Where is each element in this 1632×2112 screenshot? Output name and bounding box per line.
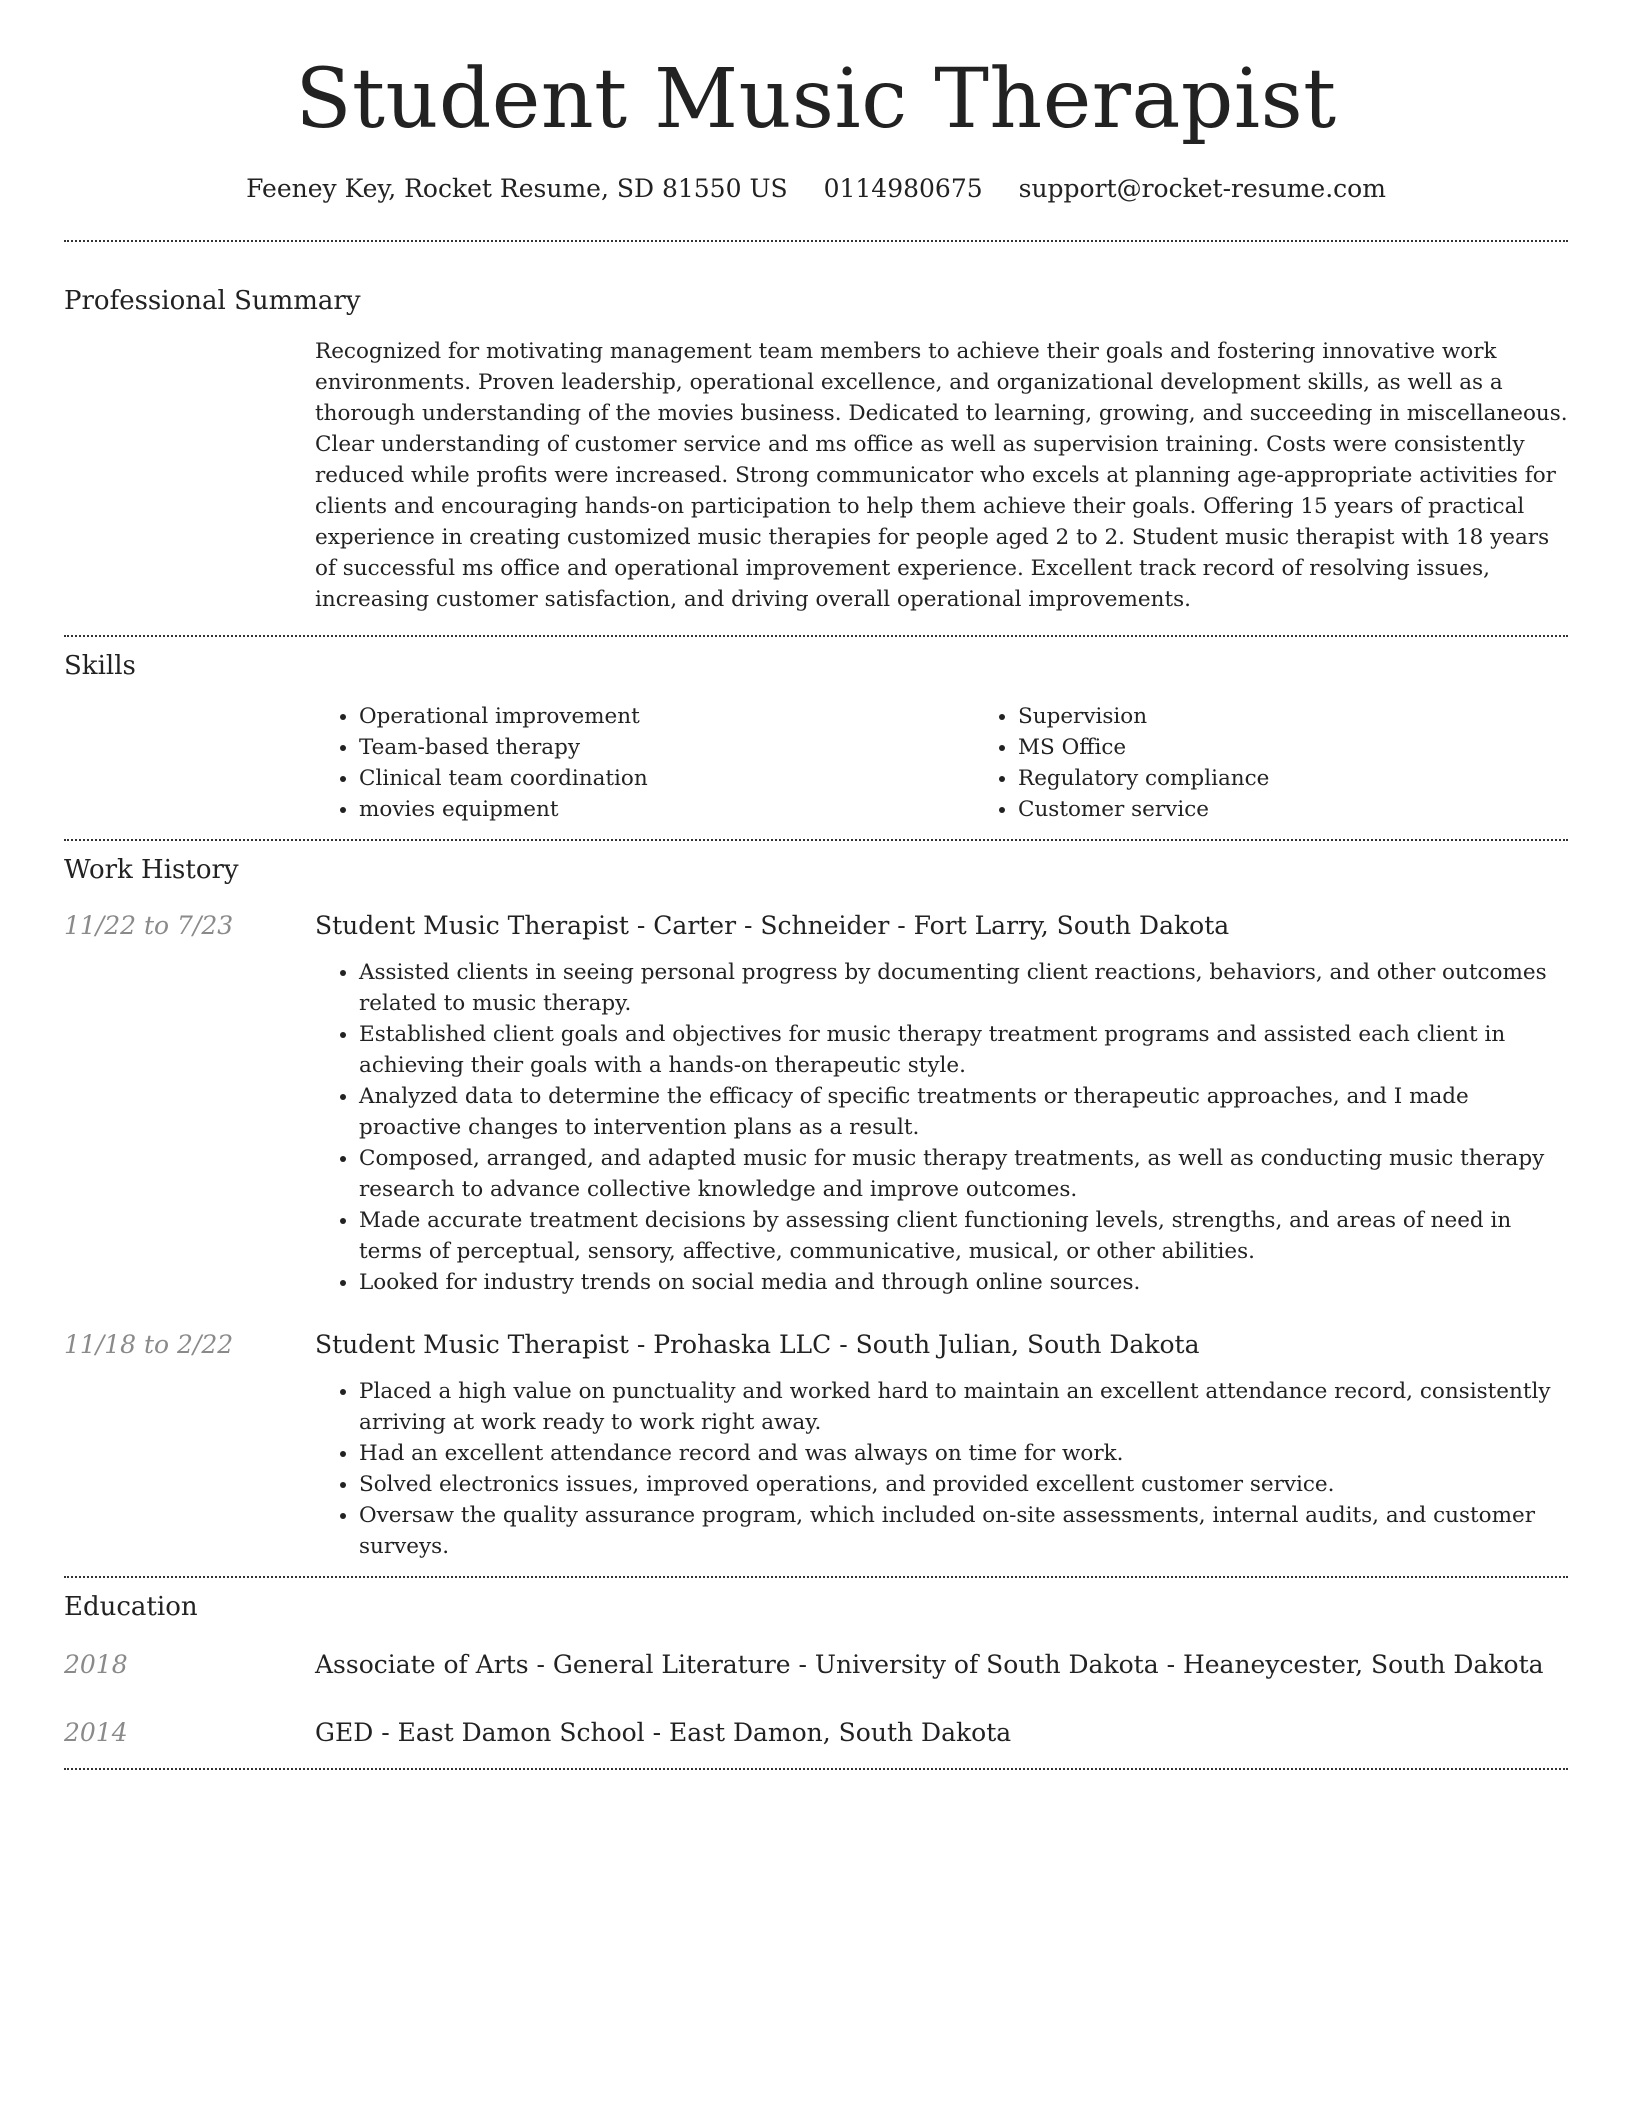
section-title-skills: Skills	[64, 651, 136, 681]
job-bullet: • Established client goals and objectives for music therapy treatment programs and assisted each client in achieving their goals with a hands-on therapeutic style.	[359, 1019, 1568, 1081]
job-entry	[64, 909, 1568, 1298]
email: support@rocket-resume.com	[1018, 174, 1386, 203]
job-bullet: • Assisted clients in seeing personal progress by documenting client reactions, behaviors, and other outcomes related to music therapy.	[359, 957, 1568, 1019]
job-bullet: • Looked for industry trends on social media and through online sources.	[359, 1267, 1568, 1298]
skills-list-left	[315, 701, 974, 825]
phone: 0114980675	[823, 174, 983, 203]
job-title: Student Music Therapist - Carter - Schneider - Fort Larry, South Dakota	[315, 911, 1230, 940]
skill-item: • Customer service	[1018, 794, 1632, 825]
skill-item: • movies equipment	[359, 794, 974, 825]
candidate-name: Student Music Therapist	[295, 52, 1337, 147]
job-bullet: • Composed, arranged, and adapted music for music therapy treatments, as well as conducting music therapy research to advance collective knowledge and improve outcomes.	[359, 1143, 1568, 1205]
job-bullet: • Had an excellent attendance record and was always on time for work.	[359, 1438, 1568, 1469]
section-title-work: Work History	[64, 855, 239, 885]
job-bullet: • Oversaw the quality assurance program, which included on-site assessments, internal audits, and customer surveys.	[359, 1500, 1568, 1562]
job-dates: 11/18 to 2/22	[64, 1330, 234, 1359]
education-detail: Associate of Arts - General Literature - University of South Dakota - Heaneycester, South Dakota	[315, 1650, 1544, 1679]
job-dates: 11/22 to 7/23	[64, 911, 234, 940]
education-detail: GED - East Damon School - East Damon, South Dakota	[315, 1718, 1012, 1747]
summary-section	[64, 242, 1568, 635]
skill-item: • Regulatory compliance	[1018, 763, 1632, 794]
address: Feeney Key, Rocket Resume, SD 81550 US	[246, 174, 788, 203]
job-entry	[64, 1328, 1568, 1562]
education-year: 2014	[64, 1718, 128, 1747]
skills-columns	[315, 701, 1632, 825]
job-bullets	[315, 957, 1568, 1298]
job-bullet: • Solved electronics issues, improved operations, and provided excellent customer service.	[359, 1469, 1568, 1500]
education-year: 2018	[64, 1650, 128, 1679]
job-bullet: • Placed a high value on punctuality and worked hard to maintain an excellent attendance record, consistently arriving at work ready to work right away.	[359, 1376, 1568, 1438]
skill-item: • Supervision	[1018, 701, 1632, 732]
skill-item: • Operational improvement	[359, 701, 974, 732]
skill-item: • Clinical team coordination	[359, 763, 974, 794]
job-bullets	[315, 1376, 1568, 1562]
skill-item: • MS Office	[1018, 732, 1632, 763]
education-entry	[64, 1716, 1568, 1750]
section-title-education: Education	[64, 1592, 198, 1622]
skills-section	[64, 637, 1568, 839]
contact-line	[64, 172, 1568, 206]
section-title-summary: Professional Summary	[64, 286, 361, 316]
job-bullet: • Analyzed data to determine the efficacy of specific treatments or therapeutic approaches, and I made proactive changes to intervention plans as a result.	[359, 1081, 1568, 1143]
education-entry	[64, 1648, 1568, 1682]
resume-header	[64, 0, 1568, 206]
work-section	[64, 841, 1568, 1576]
summary-text: Recognized for motivating management team members to achieve their goals and fostering innovative work environments. Proven leadership, operational excellence, and organizational development skills, as well as a thorough understanding of the movies business. Dedicated to learning, growing, and succeeding in miscellaneous. Clear understanding of customer service and ms office as well as supervision training. Costs were consistently reduced while profits were increased. Strong communicator who excels at planning age-appropriate activities for clients and encouraging hands-on participation to help them achieve their goals. Offering 15 years of practical experience in creating customized music therapies for people aged 2 to 2. Student music therapist with 18 years of successful ms office and operational improvement experience. Excellent track record of resolving issues, increasing customer satisfaction, and driving overall operational improvements.	[315, 339, 1568, 612]
divider	[64, 1768, 1568, 1770]
skill-item: • Team-based therapy	[359, 732, 974, 763]
job-bullet: • Made accurate treatment decisions by assessing client functioning levels, strengths, and areas of need in terms of perceptual, sensory, affective, communicative, musical, or other abilities.	[359, 1205, 1568, 1267]
skills-list-right	[974, 701, 1632, 825]
education-section	[64, 1578, 1568, 1768]
job-title: Student Music Therapist - Prohaska LLC - South Julian, South Dakota	[315, 1330, 1200, 1359]
